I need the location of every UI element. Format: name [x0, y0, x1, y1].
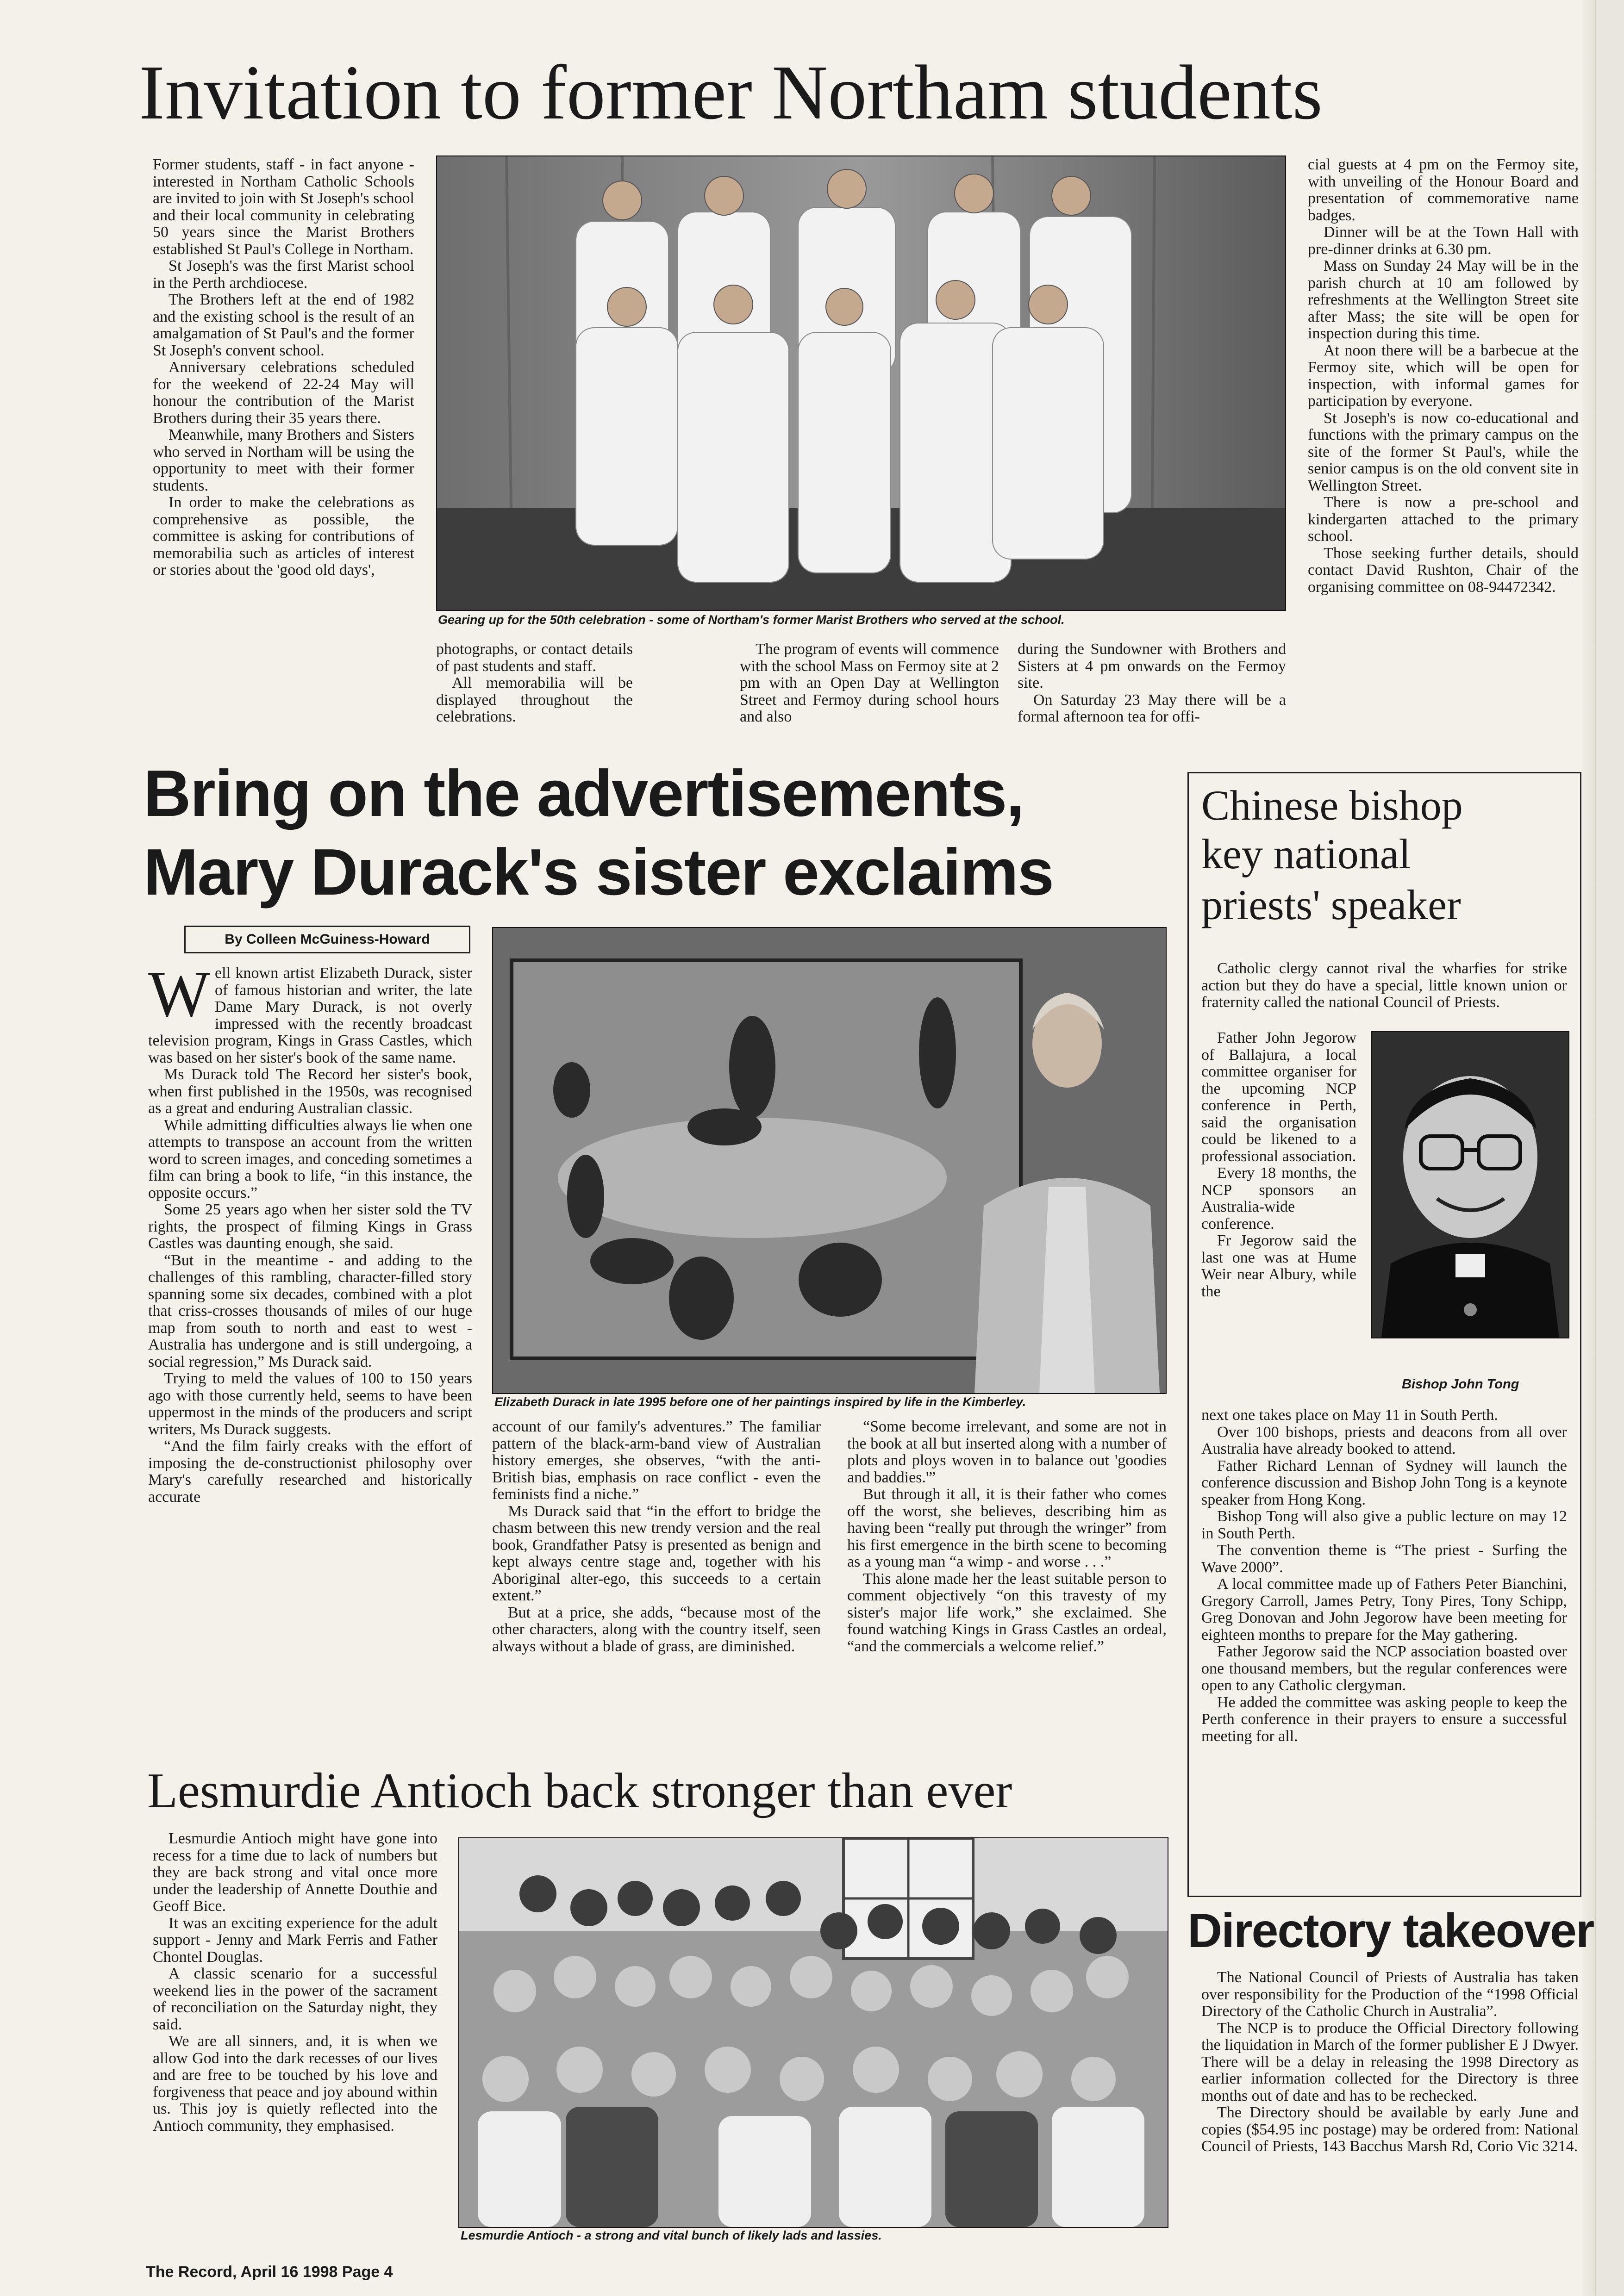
paragraph: On Saturday 23 May there will be a formal afternoon tea for offi- — [1018, 691, 1286, 725]
paragraph: Father John Jegorow of Ballajura, a local committee organiser for the upcoming NCP conference in Perth, said the organisation could be likened to a professional association. — [1201, 1029, 1356, 1165]
paragraph: The Brothers left at the end of 1982 and the existing school is the result of an amalgamation of St Paul's and the former St Joseph's convent school. — [153, 291, 414, 359]
page-edge — [1595, 0, 1624, 2296]
byline: By Colleen McGuiness-Howard — [184, 926, 470, 953]
paragraph: A local committee made up of Fathers Peter Bianchini, Gregory Carroll, James Petry, Tony Pires, Tony Schipp, Greg Donovan and John Jegorow have been meeting for eighteen months to prepare for the May gathering. — [1201, 1575, 1567, 1643]
paragraph: Former students, staff - in fact anyone - interested in Northam Catholic Schools are invited to join with St Joseph's school and their local community in celebrating 50 years since the Marist Brothers established St Paul's College in Northam. — [153, 156, 414, 258]
antioch-col-1 — [153, 1830, 437, 2134]
headline-directory: Directory takeover — [1187, 1904, 1594, 1958]
headline-bishop-line1: Chinese bishop — [1201, 782, 1463, 829]
paragraph: Father Richard Lennan of Sydney will launch the conference discussion and Bishop John Tong is a keynote speaker from Hong Kong. — [1201, 1457, 1567, 1508]
paragraph: The NCP is to produce the Official Directory following the liquidation in March of the former publisher E J Dwyer. There will be a delay in releasing the 1998 Directory as earlier information collected for the Directory is three months out of date and has to be rechecked. — [1201, 2019, 1579, 2104]
bishop-intro — [1201, 960, 1567, 1011]
paragraph: The Directory should be available by early June and copies ($54.95 inc postage) may be ordered from: National Council of Priests, 143 Bacchus Marsh Rd, Corio Vic 3214. — [1201, 2104, 1579, 2155]
paragraph: ell known artist Elizabeth Durack, sister of famous historian and writer, the late Dame Mary Durack, is not overly impressed with the recently broadcast television program, Kings in Grass Castles, which was based on her sister's book of the same name. — [148, 964, 472, 1066]
headline-northam: Invitation to former Northam students — [139, 50, 1323, 136]
paragraph: “Some become irrelevant, and some are not in the book at all but inserted along with a number of plots and ploys woven in to balance out 'goodies and baddies.'” — [847, 1418, 1167, 1486]
paragraph: Fr Jegorow said the last one was at Hume Weir near Albury, while the — [1201, 1232, 1356, 1300]
northam-col-2 — [436, 641, 633, 726]
paragraph: We are all sinners, and, it is when we allow God into the dark recesses of our lives and are free to be touched by his love and forgiveness that peace and joy abound within us. This joy is quietly reflected into the Antioch community, they emphasised. — [153, 2033, 437, 2134]
paragraph: Those seeking further details, should contact David Rushton, Chair of the organising committee on 08-94472342. — [1308, 544, 1579, 596]
paragraph: It was an exciting experience for the adult support - Jenny and Mark Ferris and Father Chontel Douglas. — [153, 1914, 437, 1966]
paragraph: next one takes place on May 11 in South Perth. — [1201, 1406, 1498, 1424]
marist-brothers-photo — [436, 156, 1286, 611]
directory-col — [1201, 1969, 1579, 2155]
headline-antioch: Lesmurdie Antioch back stronger than ever — [147, 1763, 1012, 1818]
paragraph: St Joseph's is now co-educational and functions with the primary campus on the site of the former St Paul's, while the senior campus is on the old convent site in Wellington Street. — [1308, 409, 1579, 494]
paragraph: Every 18 months, the NCP sponsors an Australia-wide conference. — [1201, 1164, 1356, 1232]
paragraph: Some 25 years ago when her sister sold the TV rights, the prospect of filming Kings in Grass Castles was daunting enough, she said. — [148, 1201, 472, 1252]
paragraph: account of our family's adventures.” The familiar pattern of the black-arm-band view of Australian history emerges, she observes, “with the anti-British bias, emphasis on race conflict - even the feminists find a niche.” — [492, 1418, 821, 1503]
paragraph: This alone made her the least suitable person to comment objectively “on this travesty of my sister's major life work,” she exclaimed. She found watching Kings in Grass Castles an ordeal, “and the commercials a welcome relief.” — [847, 1570, 1167, 1655]
bishop-narrow-col — [1201, 1030, 1356, 1300]
paragraph: At noon there will be a barbecue at the Fermoy site, which will be open for inspection, with informal games for participation by everyone. — [1308, 342, 1579, 410]
paragraph: Mass on Sunday 24 May will be in the parish church at 10 am followed by refreshments at the Wellington Street site after Mass; the site will be open for inspection during this time. — [1308, 257, 1579, 342]
paragraph: “And the film fairly creaks with the effort of imposing the de-constructionist philosophy over Mary's carefully researched and historically accurate — [148, 1437, 472, 1506]
durack-photo-caption: Elizabeth Durack in late 1995 before one of her paintings inspired by life in the Kimberley. — [494, 1395, 1026, 1409]
paragraph: A classic scenario for a successful weekend lies in the power of the sacrament of reconciliation on the Saturday night, they said. — [153, 1965, 437, 2033]
paragraph: Anniversary celebrations scheduled for the weekend of 22-24 May will honour the contribution of the Marist Brothers during their 35 years there. — [153, 359, 414, 427]
paragraph: But at a price, she adds, “because most of the other characters, along with the country itself, seen always without a blade of grass, are diminished. — [492, 1604, 821, 1655]
paragraph: He added the committee was asking people to keep the Perth conference in their prayers to ensure a successful meeting for all. — [1201, 1693, 1567, 1745]
durack-col-3 — [847, 1419, 1167, 1655]
paragraph: There is now a pre-school and kindergarten attached to the primary school. — [1308, 494, 1579, 545]
paragraph: Ms Durack told The Record her sister's book, when first published in the 1950s, was recognised as a great and enduring Australian classic. — [148, 1066, 472, 1117]
paragraph: All memorabilia will be displayed throughout the celebrations. — [436, 674, 633, 725]
paragraph: Meanwhile, many Brothers and Sisters who served in Northam will be using the opportunity to meet with their former students. — [153, 426, 414, 494]
northam-photo-caption: Gearing up for the 50th celebration - some of Northam's former Marist Brothers who served at the school. — [438, 613, 1065, 627]
headline-durack-line2: Mary Durack's sister exclaims — [144, 835, 1054, 909]
paragraph: While admitting difficulties always lie when one attempts to transpose an account from the written word to screen images, and conceding sometimes a film can bring a book to life, “in this instance, the opposite occurs.” — [148, 1116, 472, 1201]
antioch-photo-caption: Lesmurdie Antioch - a strong and vital bunch of likely lads and lassies. — [461, 2228, 882, 2242]
durack-col-2 — [492, 1419, 821, 1655]
paragraph: cial guests at 4 pm on the Fermoy site, with unveiling of the Honour Board and presentation of commemorative name badges. — [1308, 156, 1579, 224]
bishop-photo-caption: Bishop John Tong — [1402, 1377, 1519, 1392]
paragraph: Dinner will be at the Town Hall with pre-dinner drinks at 6.30 pm. — [1308, 224, 1579, 258]
paragraph: The program of events will commence with the school Mass on Fermoy site at 2 pm with an Open Day at Wellington Street and Fermoy during school hours and also — [740, 641, 999, 725]
headline-bishop-line3: priests' speaker — [1201, 881, 1461, 928]
northam-col-5 — [1308, 156, 1579, 596]
northam-col-1 — [153, 156, 414, 579]
paragraph: photographs, or contact details of past students and staff. — [436, 641, 633, 675]
drop-cap: W — [148, 957, 211, 1030]
paragraph: Over 100 bishops, priests and deacons from all over Australia have already booked to attend. — [1201, 1423, 1567, 1457]
paragraph: Bishop Tong will also give a public lecture on may 12 in South Perth. — [1201, 1508, 1567, 1542]
paragraph: Lesmurdie Antioch might have gone into recess for a time due to lack of numbers but they are back strong and vital once more under the leadership of Annette Douthie and Geoff Bice. — [153, 1830, 437, 1915]
durack-col-1 — [148, 957, 472, 1506]
paragraph: The convention theme is “The priest - Surfing the Wave 2000”. — [1201, 1542, 1567, 1576]
paragraph: Ms Durack said that “in the effort to bridge the chasm between this new trendy version and the real book, Grandfather Patsy is presented as benign and kept always centre stage and, together with his Aboriginal alter-ego, this succeeds to a certain extent.” — [492, 1502, 821, 1604]
paragraph: In order to make the celebrations as comprehensive as possible, the committee is asking for contributions of memorabilia such as articles of interest or stories about the 'good old days', — [153, 494, 414, 579]
headline-durack-line1: Bring on the advertisements, — [144, 757, 1024, 830]
headline-bishop-line2: key national — [1201, 830, 1411, 877]
antioch-group-photo — [458, 1837, 1168, 2228]
paragraph: “But in the meantime - and adding to the challenges of this rambling, character-filled story spanning some six decades, combined with a plot that criss-crosses thousands of miles of our huge map from south to north and east to west - Australia has undergone and is still undergoing, a social regression,” Ms Durack said. — [148, 1251, 472, 1370]
paragraph: Father Jegorow said the NCP association boasted over one thousand members, but the regular conferences were open to any Catholic clergyman. — [1201, 1643, 1567, 1694]
paragraph: The National Council of Priests of Australia has taken over responsibility for the Production of the “1998 Official Directory of the Catholic Church in Australia”. — [1201, 1969, 1579, 2020]
northam-col-3 — [740, 641, 999, 726]
bishop-wide-col — [1201, 1407, 1567, 1745]
northam-col-4 — [1018, 641, 1286, 726]
elizabeth-durack-photo — [492, 927, 1167, 1394]
paragraph: Catholic clergy cannot rival the wharfies for strike action but they do have a special, little known union or fraternity called the national Council of Priests. — [1201, 960, 1567, 1011]
paragraph: during the Sundowner with Brothers and Sisters at 4 pm onwards on the Fermoy site. — [1018, 641, 1286, 691]
paragraph: St Joseph's was the first Marist school in the Perth archdiocese. — [153, 257, 414, 292]
page-footer: The Record, April 16 1998 Page 4 — [146, 2263, 393, 2281]
bishop-john-tong-photo — [1371, 1031, 1569, 1338]
paragraph: Trying to meld the values of 100 to 150 years ago with those currently held, seems to have been uppermost in the minds of the producers and script writers, Ms Durack suggests. — [148, 1370, 472, 1438]
paragraph: But through it all, it is their father who comes off the worst, she believes, describing him as having been “really put through the wringer” from his first emergence in the birth scene to becoming as a young man “a wimp - and worse . . .” — [847, 1486, 1167, 1570]
